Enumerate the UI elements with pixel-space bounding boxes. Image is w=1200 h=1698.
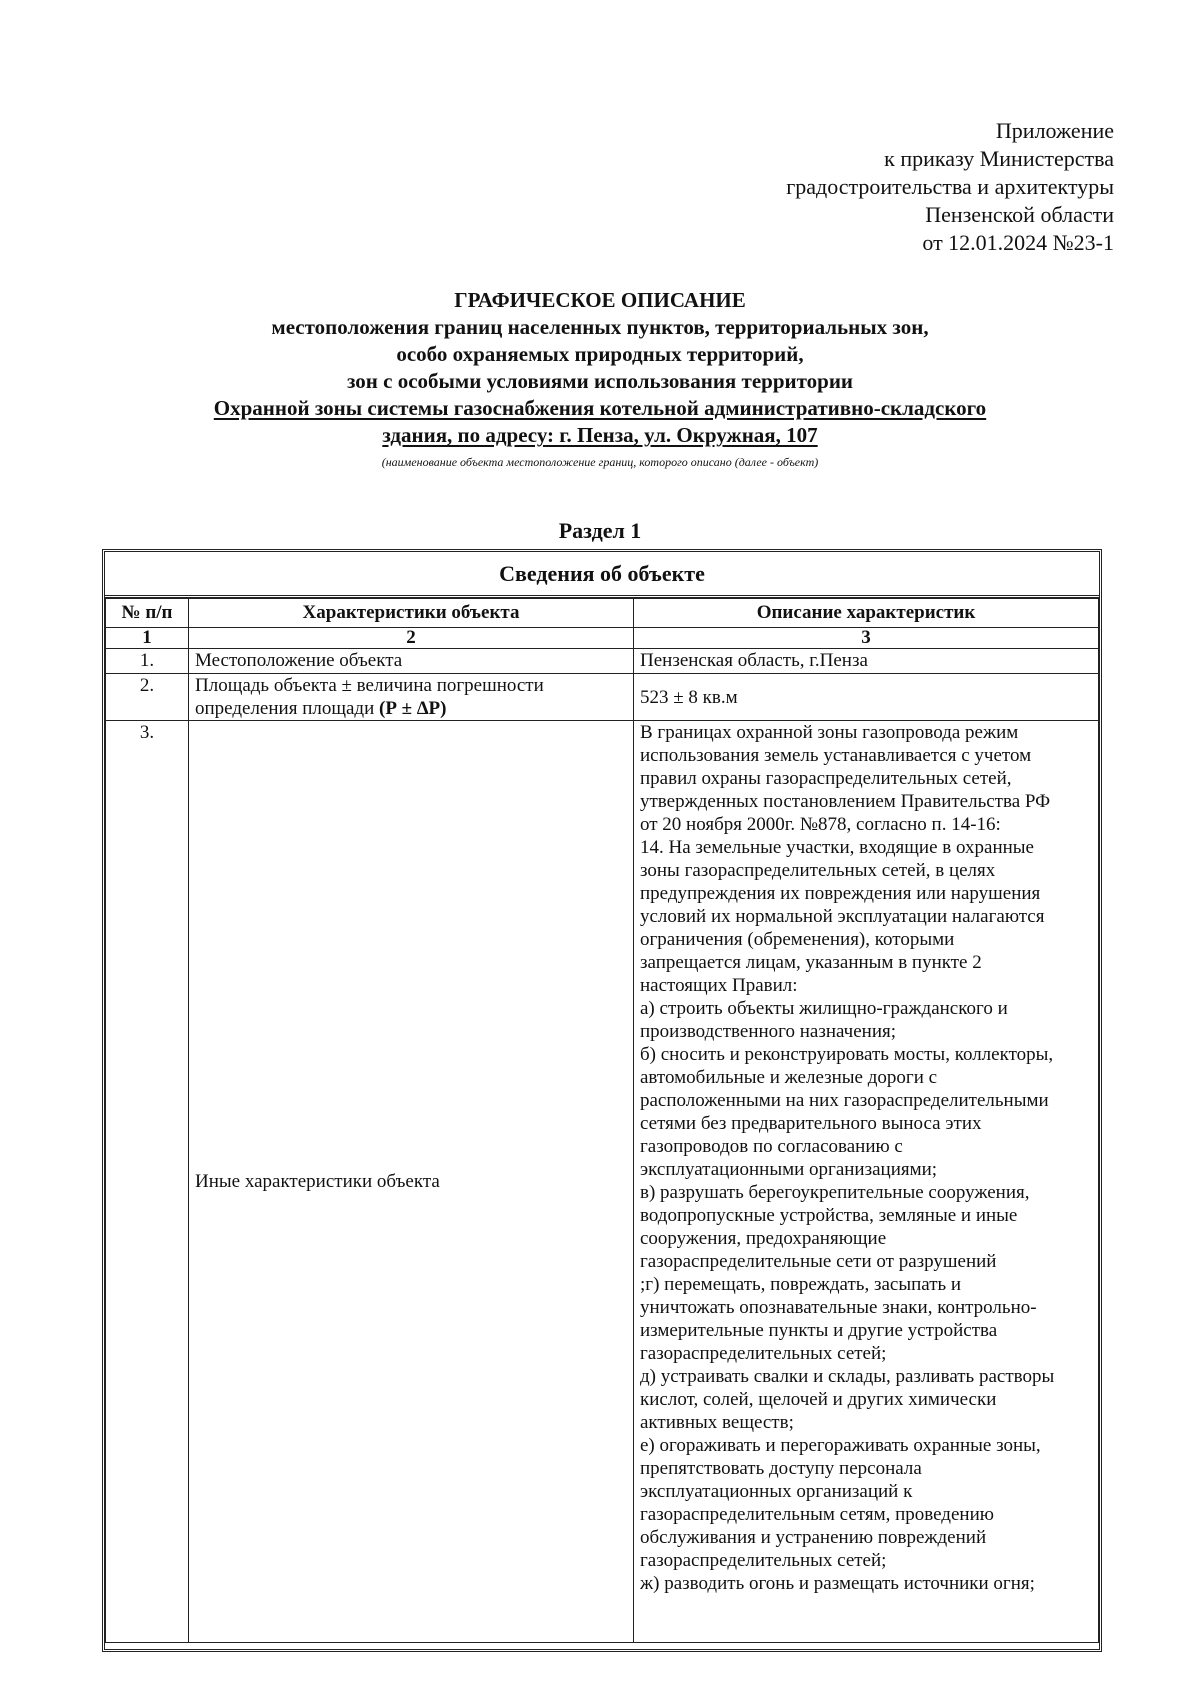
object-name-line: здания, по адресу: г. Пенза, ул. Окружная, 107: [382, 423, 818, 447]
header-description: Описание характеристик: [634, 599, 1099, 628]
object-name-line: Охранной зоны системы газоснабжения котельной административно-складского: [213, 396, 987, 420]
row-description: В границах охранной зоны газопровода режим использования земель устанавливается с учетом правил охраны газораспределительных сетей, утвержденных постановлением Правительства РФ от 20 ноября 2000г. №878, согласно п. 14-16: 14. На земельные участки, входящие в охранные зоны газораспределительных сетей, в целях предупреждения их повреждения или нарушения условий их нормальной эксплуатации налагаются ограничения (обременения), которыми запрещается лицам, указанным в пункте 2 настоящих Правил: а) строить объекты жилищно-гражданского и производственного назначения; б) сносить и реконструировать мосты, коллекторы, автомобильные и железные дороги с расположенными на них газораспределительными сетями без предварительного выноса этих газопроводов по согласованию с эксплуатационными организациями; в) разрушать берегоукрепительные сооружения, водопропускные устройства, земляные и иные сооружения, предохраняющие газораспределительные сети от разрушений ;г) перемещать, повреждать, засыпать и уничтожать опознавательные знаки, контрольно- измерительные пункты и другие устройства газораспределительных сетей; д) устраивать свалки и склады, разливать растворы кислот, солей, щелочей и других химически активных веществ; е) огораживать и перегораживать охранные зоны, препятствовать доступу персонала эксплуатационных организаций к газораспределительным сетям, проведению обслуживания и устранению повреждений газораспределительных сетей; ж) разводить огонь и размещать источники огня;: [634, 721, 1099, 1643]
table-header-row: [106, 599, 1099, 628]
characteristic-text: определения площади: [195, 698, 379, 719]
appendix-line: от 12.01.2024 №23-1: [922, 230, 1114, 255]
section-title: Раздел 1: [558, 518, 642, 543]
document-title: [100, 287, 1100, 449]
table-index-row: [106, 628, 1099, 649]
table-row: [106, 674, 1099, 721]
row-description: 523 ± 8 кв.м: [634, 674, 1099, 721]
characteristic-text: Площадь объекта ± величина погрешности: [195, 675, 544, 696]
title-line: особо охраняемых природных территорий,: [396, 342, 804, 366]
info-table-frame: [102, 549, 1102, 1652]
appendix-line: к приказу Министерства: [884, 146, 1114, 171]
index-cell: 3: [634, 628, 1099, 649]
table-row: [106, 721, 1099, 1643]
row-characteristic: Местоположение объекта: [189, 649, 634, 674]
row-num: 1.: [106, 649, 189, 674]
info-table: [105, 598, 1099, 1643]
row-num: 2.: [106, 674, 189, 721]
characteristic-formula: (Р ± ∆Р): [379, 698, 447, 719]
appendix-line: Приложение: [995, 118, 1114, 143]
header-characteristic: Характеристики объекта: [189, 599, 634, 628]
object-caption: (наименование объекта местоположение границ, которого описано (далее - объект): [381, 455, 819, 469]
table-row: [106, 649, 1099, 674]
header-num: № п/п: [106, 599, 189, 628]
row-characteristic: Иные характеристики объекта: [189, 721, 634, 1643]
title-main: ГРАФИЧЕСКОЕ ОПИСАНИЕ: [454, 288, 746, 312]
title-line: местоположения границ населенных пунктов, территориальных зон,: [271, 315, 929, 339]
appendix-line: градостроительства и архитектуры: [786, 174, 1114, 199]
appendix-note: [786, 117, 1114, 257]
row-characteristic: [189, 674, 634, 721]
table-title: Сведения об объекте: [105, 552, 1099, 598]
appendix-line: Пензенской области: [925, 202, 1114, 227]
row-num: 3.: [106, 721, 189, 1643]
index-cell: 1: [106, 628, 189, 649]
row-description: Пензенская область, г.Пенза: [634, 649, 1099, 674]
index-cell: 2: [189, 628, 634, 649]
title-line: зон с особыми условиями использования территории: [346, 369, 854, 393]
